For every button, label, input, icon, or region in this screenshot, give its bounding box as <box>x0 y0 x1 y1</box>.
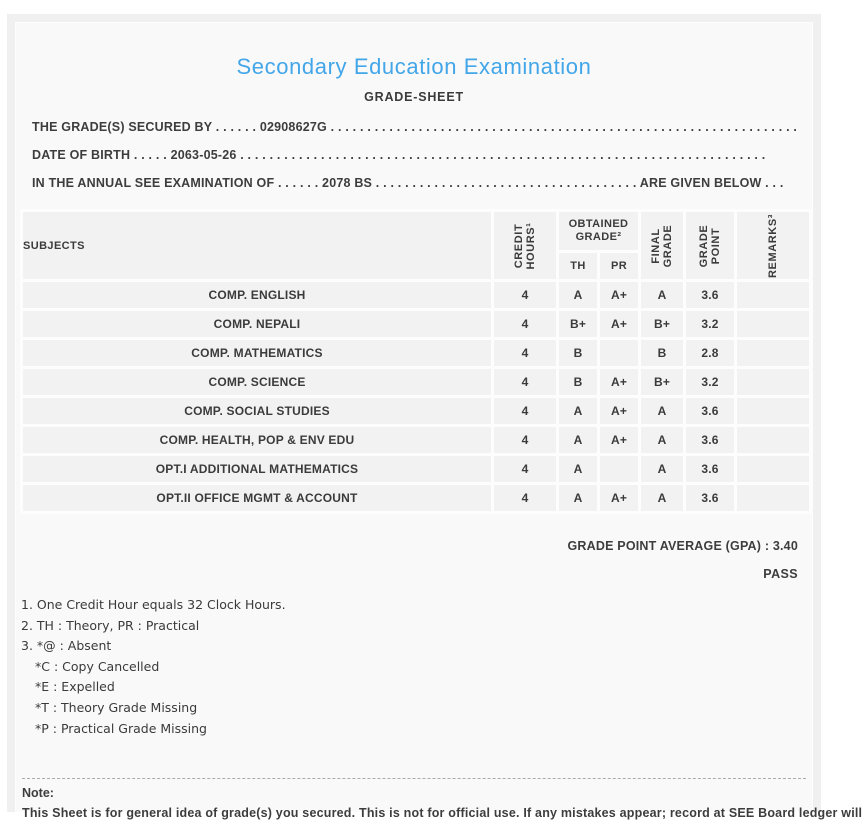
pr-grade-cell: A+ <box>600 485 638 511</box>
grade-point-cell: 3.2 <box>686 311 734 337</box>
col-subjects: SUBJECTS <box>23 212 491 279</box>
remarks-cell <box>737 340 809 366</box>
disclaimer-text: This Sheet is for general idea of grade(s) you secured. This is not for official use. If any mistakes appear; record at SEE Board ledger will <box>22 806 862 820</box>
table-row <box>23 340 809 366</box>
table-row <box>23 311 809 337</box>
subject-cell: COMP. MATHEMATICS <box>23 340 491 366</box>
th-grade-cell: B+ <box>559 311 597 337</box>
col-obtained-grade: OBTAINED GRADE² <box>559 212 638 250</box>
table-header-row-1 <box>23 212 809 250</box>
credit-hours-cell: 4 <box>494 485 556 511</box>
footnote-line: *E : Expelled <box>35 679 115 695</box>
table-row <box>23 427 809 453</box>
pr-grade-cell <box>600 456 638 482</box>
page-subtitle: GRADE-SHEET <box>364 90 464 104</box>
pr-grade-cell: A+ <box>600 282 638 308</box>
subject-cell: COMP. SCIENCE <box>23 369 491 395</box>
grades-table-wrap <box>20 209 812 514</box>
credit-hours-cell: 4 <box>494 311 556 337</box>
footnote-line: *T : Theory Grade Missing <box>35 699 198 715</box>
credit-hours-cell: 4 <box>494 427 556 453</box>
credit-hours-cell: 4 <box>494 398 556 424</box>
grades-table <box>20 209 812 514</box>
note-label: Note: <box>22 786 54 800</box>
grade-point-cell: 3.6 <box>686 282 734 308</box>
subject-cell: COMP. HEALTH, POP & ENV EDU <box>23 427 491 453</box>
footnote-line: 3. *@ : Absent <box>21 638 112 654</box>
remarks-cell <box>737 369 809 395</box>
credit-hours-cell: 4 <box>494 369 556 395</box>
grade-sheet-panel <box>15 22 862 820</box>
credit-hours-cell: 4 <box>494 282 556 308</box>
pr-grade-cell: A+ <box>600 369 638 395</box>
table-row <box>23 282 809 308</box>
gpa-summary: GRADE POINT AVERAGE (GPA) : 3.40 <box>567 539 798 553</box>
th-grade-cell: A <box>559 398 597 424</box>
th-grade-cell: A <box>559 456 597 482</box>
col-grade-point: GRADE POINT <box>686 212 734 279</box>
subject-cell: COMP. NEPALI <box>23 311 491 337</box>
col-final-grade: FINAL GRADE <box>641 212 683 279</box>
credit-hours-cell: 4 <box>494 456 556 482</box>
remarks-cell <box>737 398 809 424</box>
footnote-line: 1. One Credit Hour equals 32 Clock Hours. <box>21 597 286 612</box>
final-grade-cell: B+ <box>641 369 683 395</box>
pr-grade-cell: A+ <box>600 427 638 453</box>
table-row <box>23 398 809 424</box>
subject-cell: COMP. ENGLISH <box>23 282 491 308</box>
col-pr: PR <box>600 253 638 279</box>
pr-grade-cell <box>600 340 638 366</box>
col-remarks: REMARKS³ <box>737 212 809 279</box>
table-row <box>23 485 809 511</box>
grade-point-cell: 3.6 <box>686 485 734 511</box>
remarks-cell <box>737 311 809 337</box>
th-grade-cell: B <box>559 369 597 395</box>
grade-point-cell: 2.8 <box>686 340 734 366</box>
th-grade-cell: A <box>559 427 597 453</box>
student-id-line: THE GRADE(S) SECURED BY . . . . . . 02908627G . . . . . . . . . . . . . . . . . . . . . . . . . . . . . . . . . . . . . . . . . . . . . . . . . . . . . . . . . . . . . . . . <box>32 120 798 134</box>
footnote-line: *C : Copy Cancelled <box>35 658 160 674</box>
col-th: TH <box>559 253 597 279</box>
result-status: PASS <box>763 567 798 581</box>
remarks-cell <box>737 427 809 453</box>
page-background <box>7 14 862 820</box>
final-grade-cell: A <box>641 456 683 482</box>
col-credit-hours: CREDIT HOURS¹ <box>494 212 556 279</box>
table-row <box>23 456 809 482</box>
subject-cell: COMP. SOCIAL STUDIES <box>23 398 491 424</box>
remarks-cell <box>737 282 809 308</box>
dashed-divider <box>22 778 806 779</box>
th-grade-cell: A <box>559 282 597 308</box>
subject-cell: OPT.II OFFICE MGMT & ACCOUNT <box>23 485 491 511</box>
subject-cell: OPT.I ADDITIONAL MATHEMATICS <box>23 456 491 482</box>
table-row <box>23 369 809 395</box>
credit-hours-cell: 4 <box>494 340 556 366</box>
grade-point-cell: 3.6 <box>686 398 734 424</box>
grade-point-cell: 3.2 <box>686 369 734 395</box>
pr-grade-cell: A+ <box>600 398 638 424</box>
grade-point-cell: 3.6 <box>686 456 734 482</box>
final-grade-cell: A <box>641 427 683 453</box>
footnote-line: 2. TH : Theory, PR : Practical <box>21 617 200 633</box>
page-title: Secondary Education Examination <box>236 54 592 79</box>
final-grade-cell: A <box>641 398 683 424</box>
final-grade-cell: B+ <box>641 311 683 337</box>
pr-grade-cell: A+ <box>600 311 638 337</box>
final-grade-cell: A <box>641 282 683 308</box>
th-grade-cell: A <box>559 485 597 511</box>
final-grade-cell: A <box>641 485 683 511</box>
remarks-cell <box>737 456 809 482</box>
footnote-line: *P : Practical Grade Missing <box>35 720 207 736</box>
footnotes <box>21 595 802 739</box>
date-of-birth-line: DATE OF BIRTH . . . . . 2063-05-26 . . . . . . . . . . . . . . . . . . . . . . . . . . . . . . . . . . . . . . . . . . . . . . . . . . . . . . . . . . . . . . . . . . . . . . . . <box>32 148 766 162</box>
remarks-cell <box>737 485 809 511</box>
th-grade-cell: B <box>559 340 597 366</box>
grade-point-cell: 3.6 <box>686 427 734 453</box>
exam-year-line: IN THE ANNUAL SEE EXAMINATION OF . . . . . . 2078 BS . . . . . . . . . . . . . . . . . . . . . . . . . . . . . . . . . . . . ARE GIVEN BELOW . . . <box>32 176 784 190</box>
final-grade-cell: B <box>641 340 683 366</box>
